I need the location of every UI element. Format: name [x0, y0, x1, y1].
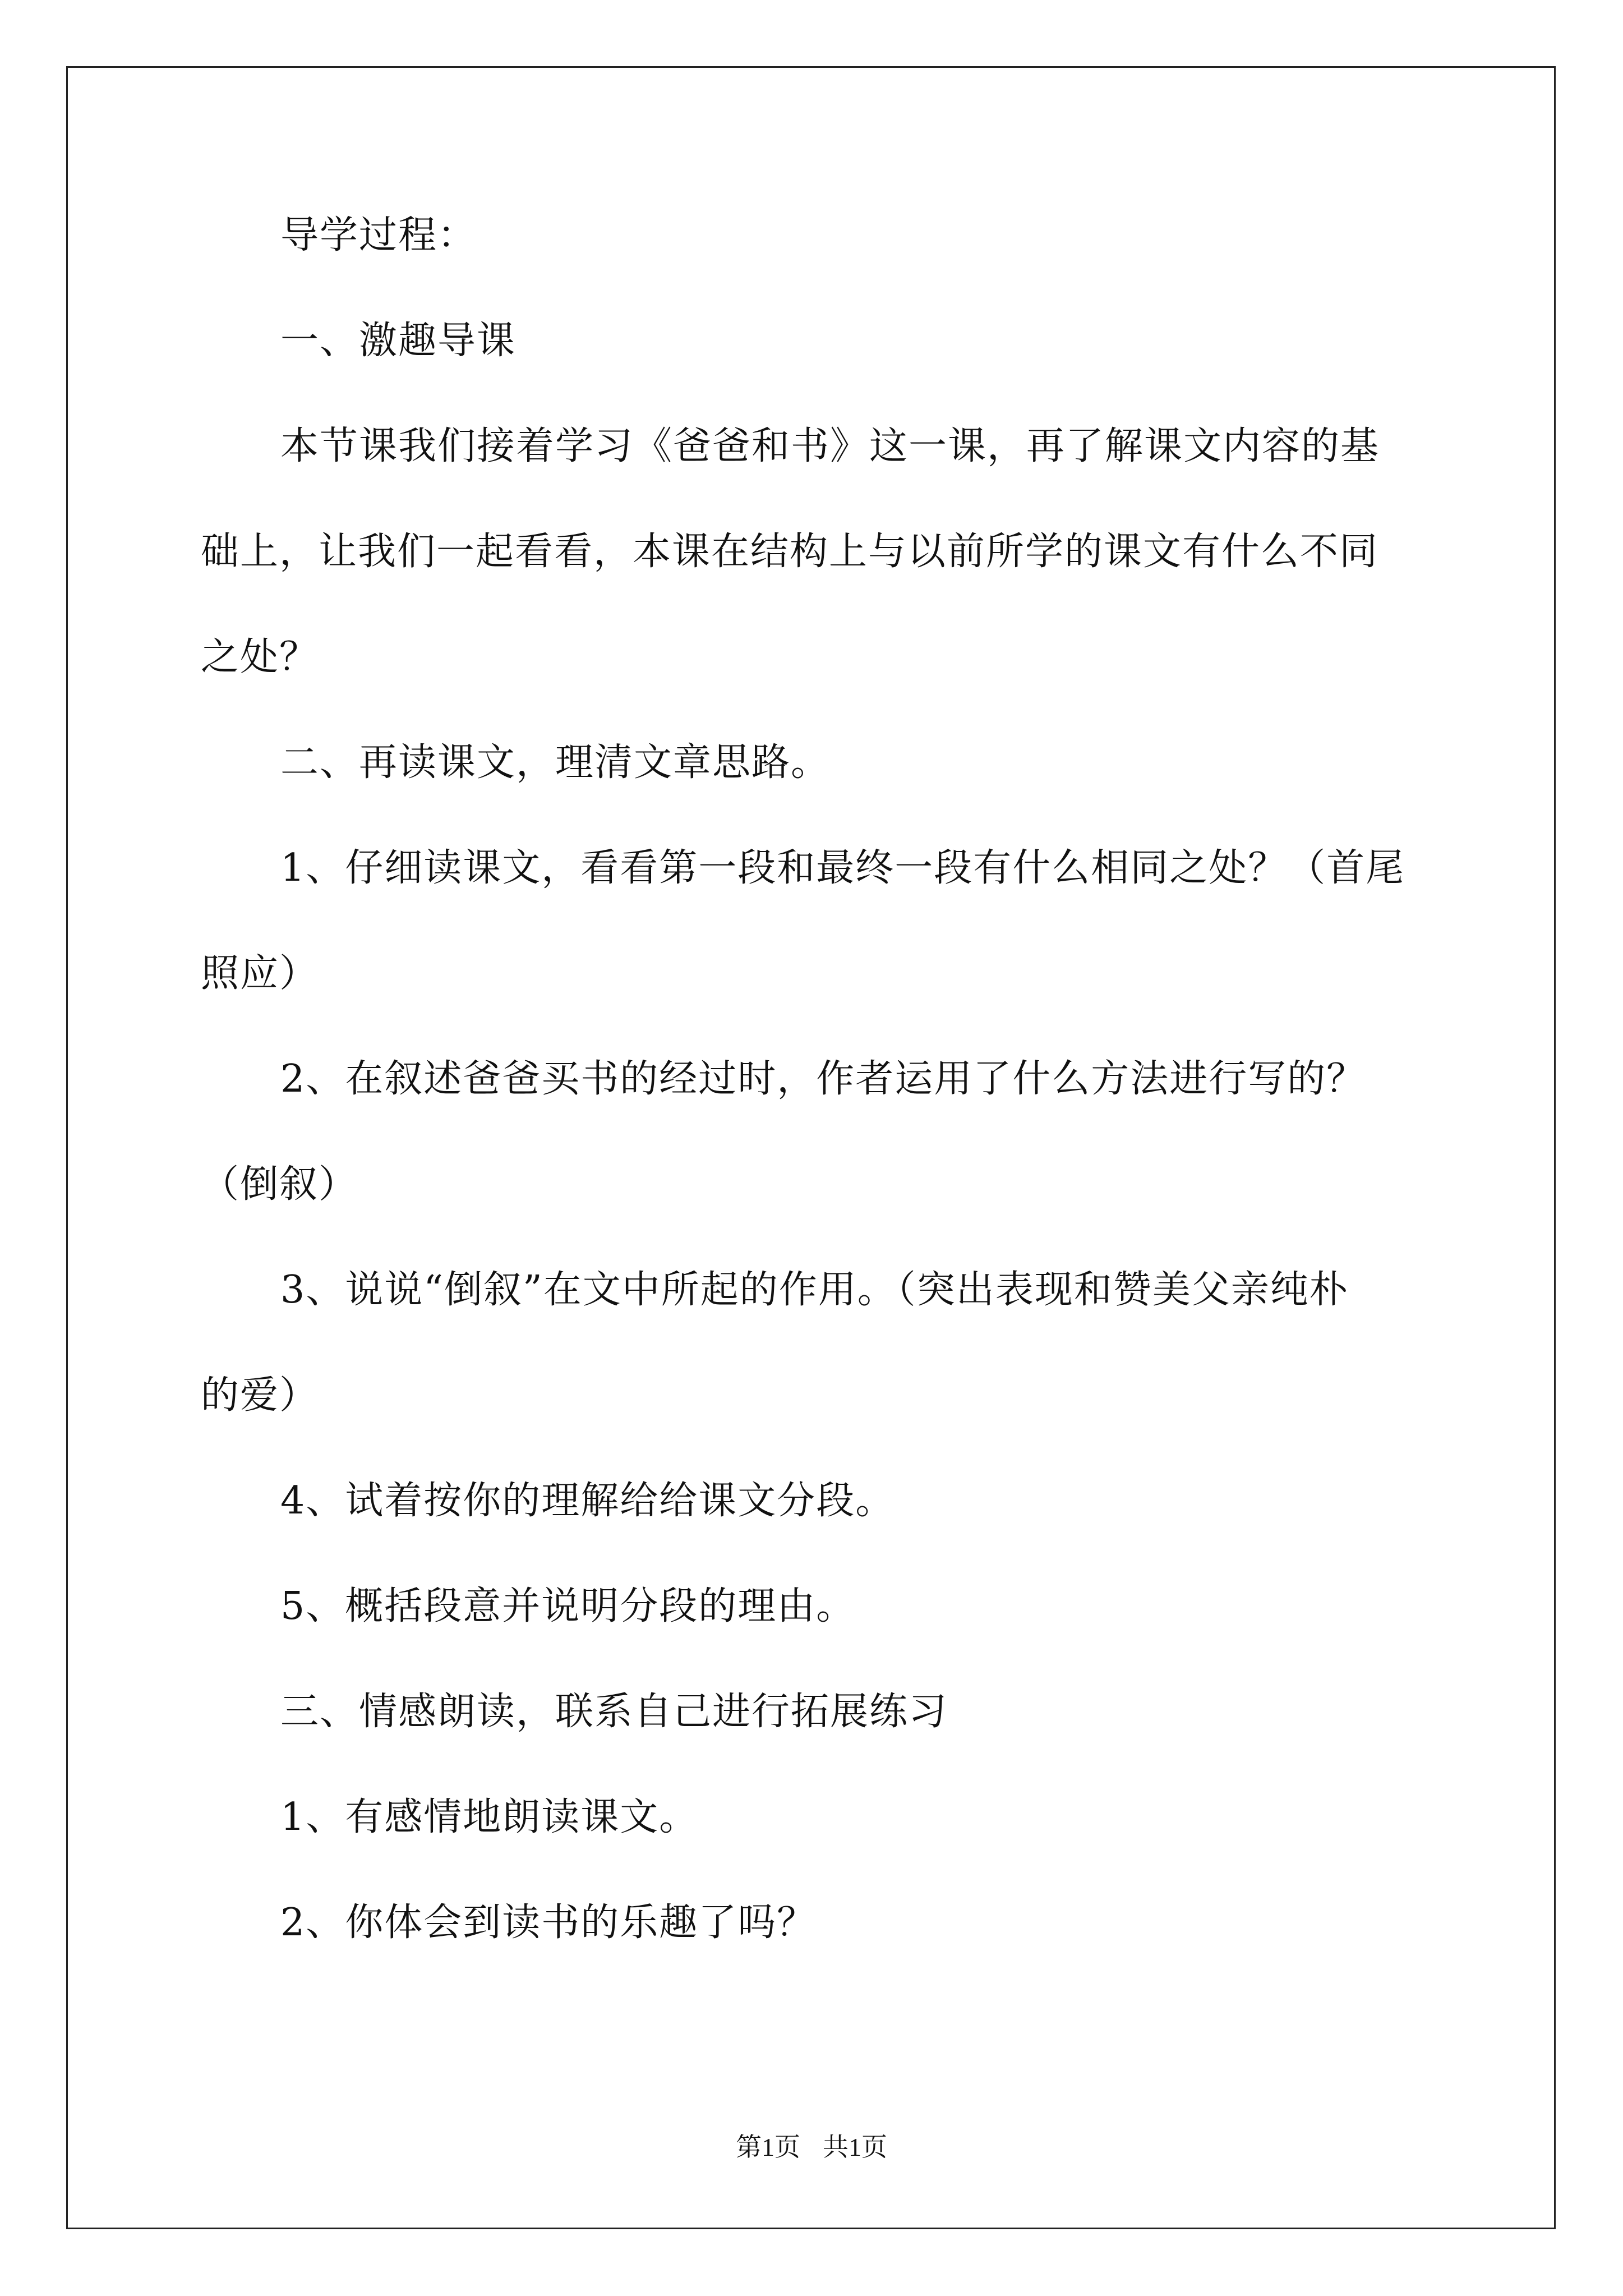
page-number-total: 共1页 — [823, 2133, 887, 2161]
paragraph-line: 础上，让我们一起看看，本课在结构上与以前所学的课文有什么不同 — [201, 530, 1379, 574]
list-item-line: 的爱） — [201, 1373, 319, 1418]
list-item-line: 2、在叙述爸爸买书的经过时，作者运用了什么方法进行写的？ — [280, 1057, 1366, 1101]
page-footer — [0, 2132, 1623, 2163]
list-item-line: 1、仔细读课文，看看第一段和最终一段有什么相同之处？（首尾 — [280, 846, 1405, 890]
list-item-line: 2、你体会到读书的乐趣了吗？ — [280, 1901, 817, 1945]
paragraph-line: 本节课我们接着学习《爸爸和书》这一课，再了解课文内容的基 — [280, 424, 1380, 468]
section-heading-1: 一、激趣导课 — [280, 319, 517, 363]
list-item-line: （倒叙） — [201, 1162, 358, 1207]
section-heading-3: 三、情感朗读，联系自己进行拓展练习 — [280, 1690, 948, 1734]
paragraph-heading-process: 导学过程： — [280, 213, 477, 257]
list-item-line: 5、概括段意并说明分段的理由。 — [280, 1584, 856, 1628]
section-heading-2: 二、再读课文，理清文章思路。 — [280, 740, 831, 785]
paragraph-line: 之处？ — [201, 635, 319, 679]
page-number-current: 第1页 — [736, 2133, 800, 2161]
list-item-line: 4、试着按你的理解给给课文分段。 — [280, 1479, 895, 1523]
list-item-line: 1、有感情地朗读课文。 — [280, 1795, 699, 1839]
list-item-line: 3、说说“倒叙”在文中所起的作用。（突出表现和赞美父亲纯朴 — [280, 1268, 1349, 1312]
list-item-line: 照应） — [201, 951, 319, 996]
